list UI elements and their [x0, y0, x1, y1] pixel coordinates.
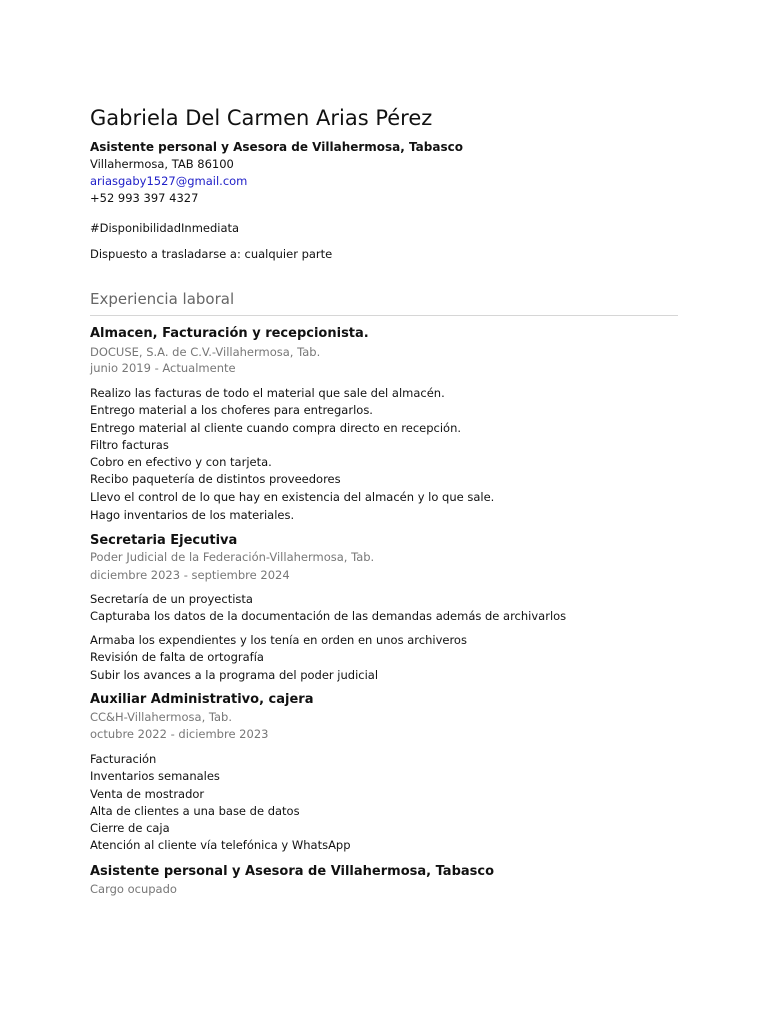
job-title: Secretaria Ejecutiva [90, 533, 238, 548]
email-link[interactable]: ariasgaby1527@gmail.com [90, 174, 248, 188]
job-company: Poder Judicial de la Federación-Villahermosa, Tab. [90, 550, 375, 564]
job-duty: Hago inventarios de los materiales. [90, 508, 295, 522]
job-duty: Filtro facturas [90, 438, 169, 452]
job-title: Asistente personal y Asesora de Villahermosa, Tabasco [90, 864, 495, 879]
job-duty: Secretaría de un proyectista [90, 592, 253, 606]
candidate-headline: Asistente personal y Asesora de Villahermosa, Tabasco [90, 140, 463, 154]
job-dates: junio 2019 - Actualmente [90, 361, 236, 375]
job-dates: diciembre 2023 - septiembre 2024 [90, 568, 290, 582]
relocation-note: Dispuesto a trasladarse a: cualquier parte [90, 247, 333, 261]
phone-number: +52 993 397 4327 [90, 191, 199, 205]
job-title: Almacen, Facturación y recepcionista. [90, 326, 369, 341]
job-duty: Realizo las facturas de todo el material que sale del almacén. [90, 386, 445, 400]
job-duty: Subir los avances a la programa del poder judicial [90, 668, 379, 682]
job-duty: Recibo paquetería de distintos proveedores [90, 472, 341, 486]
job-duty: Facturación [90, 752, 157, 766]
job-duty: Capturaba los datos de la documentación de las demandas además de archivarlos [90, 609, 567, 623]
job-duty: Llevo el control de lo que hay en existencia del almacén y lo que sale. [90, 490, 495, 504]
job-duty: Cobro en efectivo y con tarjeta. [90, 455, 272, 469]
job-duty: Armaba los expendientes y los tenía en orden en unos archiveros [90, 633, 467, 647]
candidate-location: Villahermosa, TAB 86100 [90, 157, 234, 171]
availability-tag: #DisponibilidadInmediata [90, 221, 240, 235]
job-company: Cargo ocupado [90, 882, 177, 896]
job-duty: Inventarios semanales [90, 769, 220, 783]
email-line [90, 174, 247, 188]
section-divider [90, 315, 678, 316]
job-duty: Atención al cliente vía telefónica y WhatsApp [90, 838, 351, 852]
section-title-experience: Experiencia laboral [90, 290, 235, 308]
job-company: CC&H-Villahermosa, Tab. [90, 710, 232, 724]
job-company: DOCUSE, S.A. de C.V.-Villahermosa, Tab. [90, 345, 321, 359]
job-duty: Revisión de falta de ortografía [90, 650, 264, 664]
candidate-name: Gabriela Del Carmen Arias Pérez [90, 106, 433, 130]
job-title: Auxiliar Administrativo, cajera [90, 692, 314, 707]
job-duty: Entrego material a los choferes para entregarlos. [90, 403, 373, 417]
job-duty: Alta de clientes a una base de datos [90, 804, 300, 818]
job-duty: Entrego material al cliente cuando compra directo en recepción. [90, 421, 462, 435]
job-duty: Venta de mostrador [90, 787, 205, 801]
job-dates: octubre 2022 - diciembre 2023 [90, 727, 269, 741]
job-duty: Cierre de caja [90, 821, 170, 835]
